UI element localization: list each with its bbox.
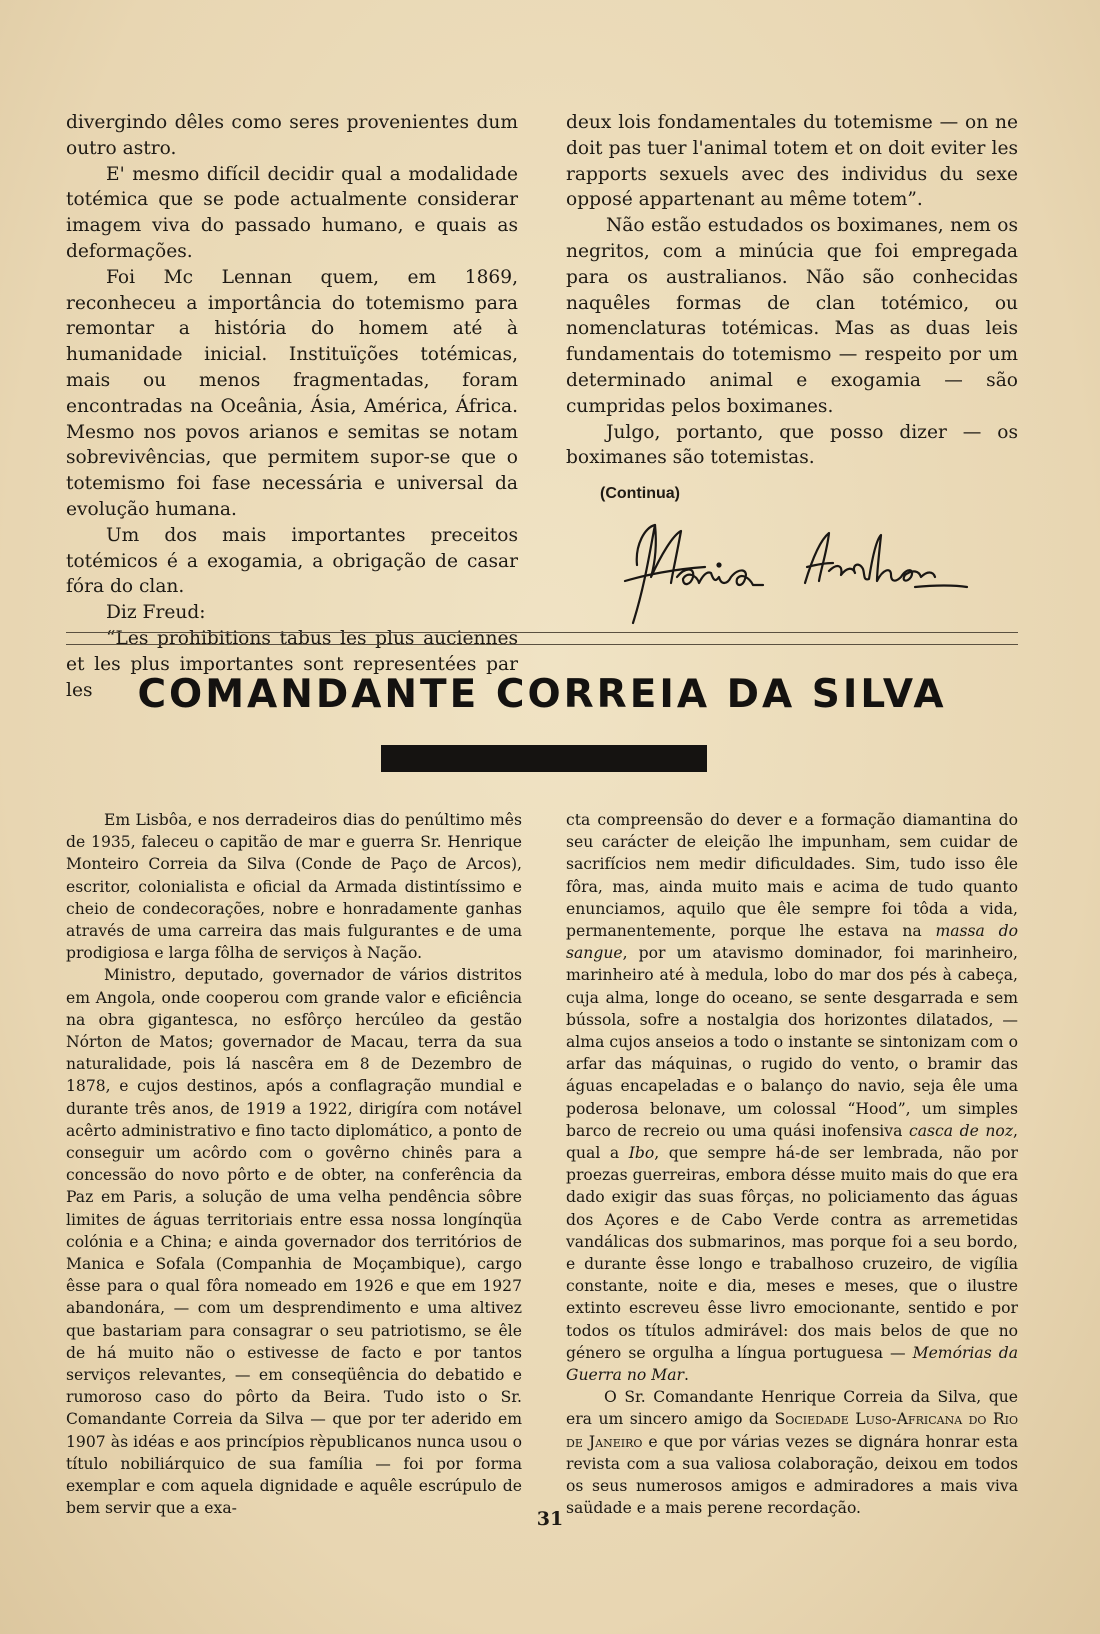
bottom-right-column [566, 809, 1018, 1520]
author-signature [615, 505, 975, 635]
quote-paragraph: “Les prohibitions tabus les plus auciennes et les plus importantes sont representées par les [66, 627, 518, 701]
text-run: . [684, 1366, 689, 1385]
paragraph: E' mesmo difícil decidir qual a modalidade totémica que se pode actualmente considerar imagem viva do passado humano, e quais as deformações. [66, 163, 518, 262]
paragraph: Um dos mais importantes preceitos totémicos é a exogamia, a obrigação de casar fóra do clan. [66, 524, 518, 598]
text-run: O Sr. Comandante Henrique Correia da Silva, que era um sincero amigo da [566, 1388, 1018, 1429]
paragraph: divergindo dêles como seres provenientes dum outro astro. [66, 112, 518, 159]
top-right-column [566, 110, 1018, 471]
small-caps-run: Sociedade Luso-Africana do Rio de Janeiro [566, 1410, 1018, 1451]
italic-run: Ibo [628, 1144, 655, 1163]
text-run: , que sempre há-de ser lembrada, não por proezas guerreiras, embora désse muito mais do que era dado exigir das suas fôrças, no policiamento das águas dos Açores e de Cabo Verde contra as arremetidas vandálicas dos submarinos, mas porque foi a seu bordo, e durante êsse longo e trabalhoso cruzeiro, de vigília constante, noite e dia, meses e meses, que o ilustre extinto escreveu êsse livro emocionante, sentido e por todos os títulos admirável: dos mais belos de que no género se orgulha a língua portuguesa — [566, 1144, 1018, 1362]
quote-paragraph: deux lois fondamentales du totemisme — on ne doit pas tuer l'animal totem et on doit eviter les rapports sexuels avec des individus du sexe opposé appartenant au même totem”. [566, 112, 1018, 211]
paragraph: Ministro, deputado, governador de vários distritos em Angola, onde cooperou com grande valor e eficiência na obra gigantesca, no esfôrço hercúleo da gestão Nórton de Matos; governador de Macau, terra da sua naturalidade, pois lá nascêra em 8 de Dezembro de 1878, e cujos destinos, após a conflagração mundial e durante três anos, de 1919 a 1922, dirigíra com notável acêrto administrativo e fino tacto diplomático, a ponto de conseguir um acôrdo com o govêrno chinês para a concessão do novo pôrto e de obter, na conferência da Paz em Paris, a solução de uma velha pendência sôbre limites de águas territoriais entre essa nossa longínqüa colónia e a China; e ainda governador dos territórios de Manica e Sofala (Companhia de Moçambique), cargo êsse para o qual fôra nomeado em 1926 e que em 1927 abandonára, — com um desprendimento e uma altivez que bastariam para consagrar o seu patriotismo, se êle de há muito não o estivesse de facto e por tantos serviços relevantes, — em conseqüência do debatido e rumoroso caso do pôrto da Beira. Tudo isto o Sr. Comandante Correia da Silva — que por ter aderido em 1907 às idéas e aos princípios rèpublicanos nunca usou o título nobiliárquico de sua família — foi por forma exemplar e com aquela dignidade e aquêle escrúpulo de bem servir que a exa- [66, 966, 522, 1518]
divider-line [66, 644, 1018, 645]
paragraph: Foi Mc Lennan quem, em 1869, reconheceu a importância do totemismo para remontar a história do homem até à humanidade inicial. Instituïções totémicas, mais ou menos fragmentadas, foram encontradas na Oceânia, Ásia, América, África. Mesmo nos povos arianos e semitas se notam sobrevivências, que permitem supor-se que o totemismo foi fase necessária e universal da evolução humana. [66, 266, 518, 520]
italic-run: casca de noz [908, 1121, 1014, 1140]
text-run: , por um atavismo dominador, foi marinheiro, marinheiro até à medula, lobo do mar dos pés à cabeça, cuja alma, longe do oceano, se sente desgarrada e sem bússola, sofre a nostalgia dos horizontes dilatados, — alma cujos anseios a todo o instante se sintonizam com o arfar das máquinas, o rugido do vento, o bramir das águas encapeladas e o balanço do navio, seja êle uma poderosa belonave, um colossal “Hood”, um simples barco de recreio ou uma quási inofensiva [566, 944, 1018, 1140]
text-run: cta compreensão do dever e a formação diamantina do seu carácter de eleição lhe impunham, sem cuidar de sacrifícios nem medir dificuldades. Sim, tudo isso êle fôra, mas, ainda muito mais e acima de tudo quanto enunciamos, aquilo que êle sempre foi tôda a vida, permanentemente, porque lhe estava na [566, 811, 1018, 941]
paragraph [566, 1386, 1018, 1519]
paragraph [566, 809, 1018, 1386]
text-run: e que por várias vezes se dignára honrar esta revista com a sua valiosa colaboração, deixou em todos os seus numerosos amigos e admiradores a mais viva saüdade e a mais perene recordação. [566, 1432, 1018, 1518]
paragraph: Diz Freud: [106, 602, 206, 624]
divider-line [66, 632, 1018, 633]
decorative-black-bar [381, 745, 707, 772]
page-number: 31 [536, 1508, 564, 1530]
bottom-left-column [66, 809, 522, 1520]
italic-run: Memórias da Guerra no Mar [566, 1343, 1018, 1385]
top-left-column [66, 110, 518, 703]
paragraph: Em Lisbôa, e nos derradeiros dias do penúltimo mês de 1935, faleceu o capitão de mar e guerra Sr. Henrique Monteiro Correia da Silva (Conde de Paço de Arcos), escritor, colonialista e oficial da Armada distintíssimo e cheio de condecorações, nobre e honradamente ganhas através de uma carreira das mais fulgurantes e de uma prodigiosa e larga fôlha de serviços à Nação. [66, 811, 522, 963]
italic-run: massa do sangue [566, 922, 1018, 963]
text-run: , qual a [566, 1121, 1018, 1163]
article-headline: COMANDANTE CORREIA DA SILVA [137, 672, 947, 717]
continua-label: (Continua) [600, 485, 680, 502]
paragraph: Não estão estudados os boximanes, nem os negritos, com a minúcia que foi empregada para os australianos. Não são conhecidas naquêles formas de clan totémico, ou nomenclaturas totémicas. Mas as duas leis fundamentais do totemismo — respeito por um determinado animal e exogamia — são cumpridas pelos boximanes. [566, 215, 1018, 417]
paragraph: Julgo, portanto, que posso dizer — os boximanes são totemistas. [566, 421, 1018, 469]
